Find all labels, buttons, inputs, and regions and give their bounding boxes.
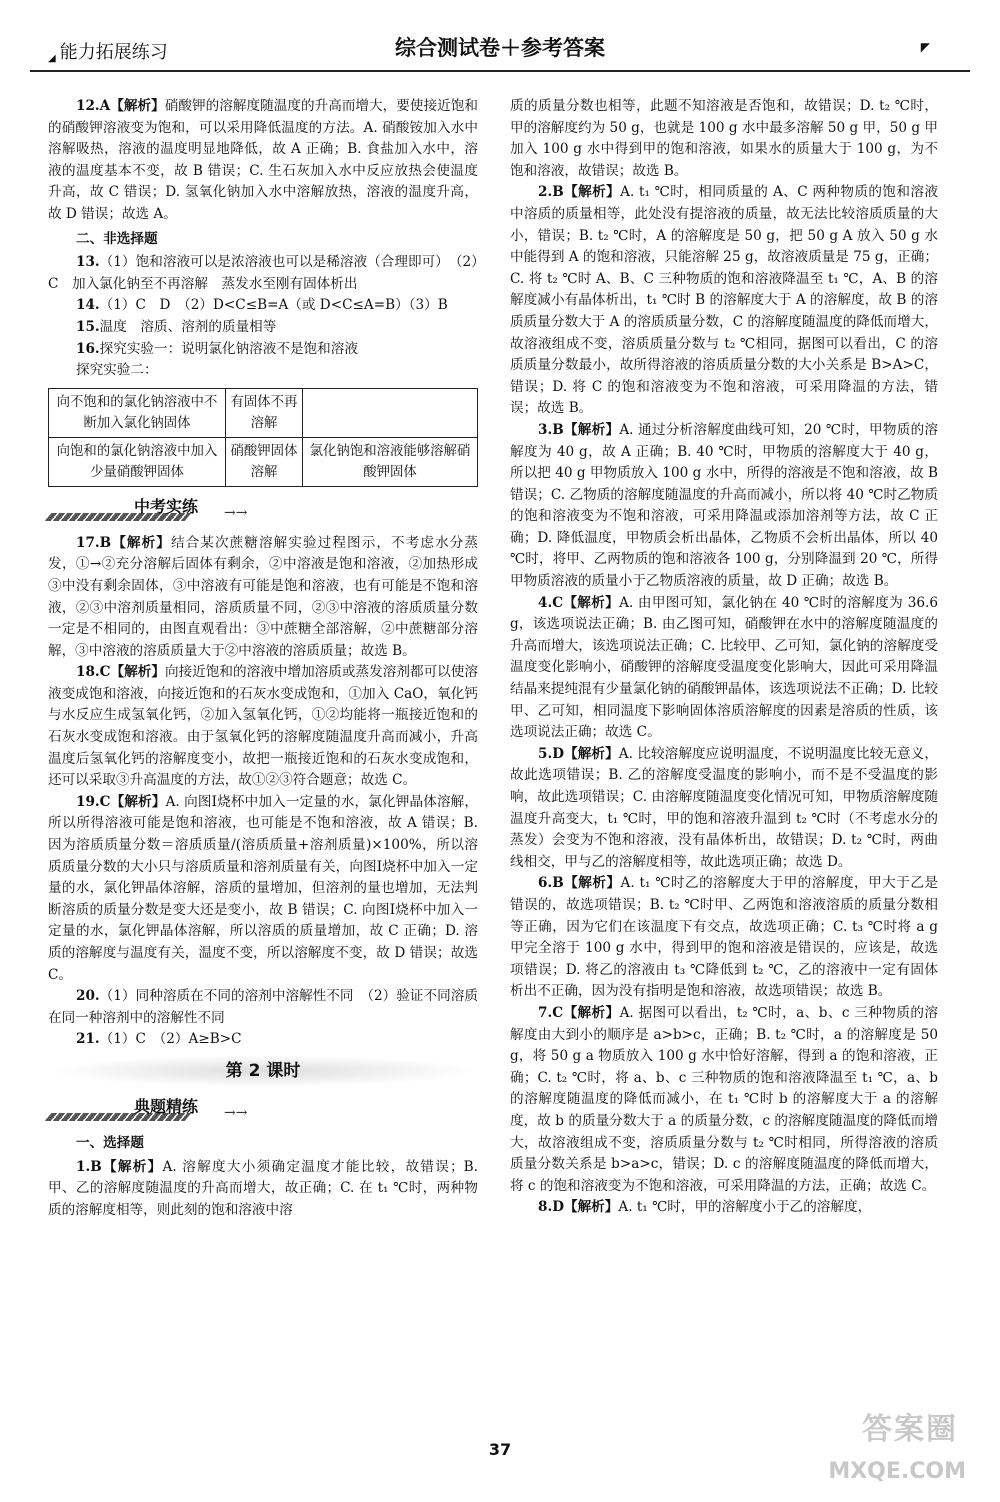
experiment-table (48, 388, 478, 487)
answer-q7: 7.C【解析】A. 据图可以看出，t₂ ℃时，a、b、c 三种物质的溶解度由大到小的顺序是 a>b>c，正确；B. t₂ ℃时，a 的溶解度是 50 g，将 50 g a 物质放入 100 g 水中恰好溶解，得到 a 的饱和溶液，正确；C. t₂ ℃时，将 a、b、c 三种物质的饱和溶液降温至 t₁ ℃，a、b 的溶解度随温度的降低而减小，在 t₁ ℃时 b 的溶解度大于 a 的溶解度，故 b 的质量分数大于 a 的质量分数，c 的溶解度随温度的降低而增大，故溶液组成不变，溶质质量分数与 t₂ ℃时相同，所得溶液的溶质质量分数关系是 b>a>c，错误；D. c 的溶解度随温度的降低而增大，将 c 的饱和溶液变为不饱和溶液，可采用降温的方法，正确；故选 C。 (510, 1004, 939, 1194)
banner-title: 典题精练 (134, 1096, 199, 1116)
section-banner-dianti (48, 1093, 478, 1127)
table-cell: 向饱和的氯化钠溶液中加入少量硝酸钾固体 (49, 437, 226, 486)
watermark (786, 1404, 966, 1484)
answer-q12: 12.A【解析】硝酸钾的溶解度随温度的升高而增大，要使接近饱和的硝酸钾溶液变为饱和，可以采用降低温度的方法。A. 硝酸铵加入水中溶解吸热，溶液的温度明显地降低，故 A 正确；B. 食盐加入水中，溶液的温度基本不变，故 B 错误；C. 生石灰加入水中反应放热会使温度升高，故 C 错误；D. 氢氧化钠加入水中溶解放热，溶液的温度升高，故 D 错误；故选 A。 (48, 98, 478, 222)
header-section-title: 综合测试卷＋参考答案 (395, 36, 605, 60)
answer-q15: 15.温度 溶质、溶剂的质量相等 (76, 318, 277, 335)
answer-q1: 1.B【解析】A. 溶解度大小须确定温度才能比较，故错误；B. 甲、乙的溶解度随温度的升高而增大，故正确；C. 在 t₁ ℃时，两种物质的溶解度相等，则此刻的饱和溶液中溶 (48, 1158, 478, 1218)
table-cell (303, 388, 478, 437)
left-column (48, 96, 478, 1221)
answer-q16-part2: 探究实验二： (76, 362, 158, 379)
lesson-heading: 第 2 课时 (48, 1055, 478, 1087)
answer-q8: 8.D【解析】A. t₁ ℃时，甲的溶解度小于乙的溶解度， (538, 1199, 872, 1216)
table-cell: 向不饱和的氯化钠溶液中不断加入氯化钠固体 (49, 388, 226, 437)
banner-title: 中考实练 (134, 496, 199, 516)
answer-q19: 19.C【解析】A. 向图Ⅰ烧杯中加入一定量的水，氯化钾晶体溶解，所以所得溶液可能是饱和溶液，也可能是不饱和溶液，故 A 错误；B. 因为溶质质量分数＝溶质质量/(溶质质量+溶剂质量)×100%，所以溶质质量分数的大小只与溶质质量和溶剂质量有关，向图Ⅰ烧杯中加入一定量的水，氯化钾晶体溶解，溶质的量增加，但溶剂的量也增加，无法判断溶质的质量分数是变大还是变小，故 B 错误；C. 向图Ⅰ烧杯中加入一定量的水，氯化钾晶体溶解，所以溶质的质量增加，故 C 正确；D. 溶质的溶解度与温度有关，温度不变，所以溶解度不变，故 D 错误；故选 C。 (48, 793, 479, 983)
section-banner-zhongkao (48, 493, 478, 527)
answer-q13: 13.（1）饱和溶液可以是浓溶液也可以是稀溶液（合理即可） （2）C 加入氯化钠至不再溶解 蒸发水至刚有固体析出 (48, 254, 478, 292)
banner-arrow-icon: →→ (224, 504, 248, 521)
answer-q4: 4.C【解析】A. 由甲图可知，氯化钠在 40 ℃时的溶解度为 36.6 g，该选项说法正确；B. 由乙图可知，硝酸钾在水中的溶解度随温度的升高而增大，该选项说法正确；C. 比较甲、乙可知，氯化钠的溶解度受温度变化影响小，硝酸钾的溶解度受温度变化影响大，因此可采用降温结晶来提纯混有少量氯化钠的硝酸钾晶体，该选项说法不正确；D. 比较甲、乙可知，相同温度下影响固体溶质溶解度的因素是溶质的性质，该选项说法正确；故选 C。 (510, 594, 938, 741)
section-heading-nonchoice: 二、非选择题 (76, 230, 158, 247)
table-cell: 有固体不再溶解 (226, 388, 303, 437)
answer-q1-continued: 质的质量分数也相等，此题不知溶液是否饱和，故错误；D. t₂ ℃时，甲的溶解度约为 50 g，也就是 100 g 水中最多溶解 50 g 甲，50 g 甲加入 100 g 水中得到甲的饱和溶液，如果水的质量大于 100 g，为不饱和溶液，故错误；故选 B。 (510, 98, 938, 179)
answer-q21: 21.（1）C （2）A≥B>C (76, 1031, 242, 1048)
watermark-logo: 答案圈 (862, 1412, 958, 1447)
banner-arrow-icon: →→ (224, 1104, 248, 1121)
answer-q5: 5.D【解析】A. 比较溶解度应说明温度，不说明温度比较无意义，故此选项错误；B. 乙的溶解度受温度的影响小，而不是不受温度的影响，故此选项错误；C. 由溶解度随温度变化情况可知，甲物质溶解度随温度升高变大，t₁ ℃时，甲的饱和溶液升温到 t₂ ℃时（不考虑水分的蒸发）会变为不饱和溶液，没有晶体析出，故错误；D. t₂ ℃时，两曲线相交，甲与乙的溶解度相等，故此选项正确；故选 D。 (510, 745, 938, 870)
table-cell: 硝酸钾固体溶解 (226, 437, 303, 486)
header-book-title: ◢ 能力拓展练习 (48, 38, 168, 64)
table-row (49, 388, 478, 437)
answer-q18: 18.C【解析】向接近饱和的溶液中增加溶质或蒸发溶剂都可以使溶液变成饱和溶液，向接近饱和的石灰水变成饱和，①加入 CaO，氧化钙与水反应生成氢氧化钙，②加入氢氧化钙，①②均能将一瓶接近饱和的石灰水变成饱和溶液。由于氢氧化钙的溶解度随温度升高而减小，升高温度后氢氧化钙的溶解度变小，故把一瓶接近饱和的石灰水变成饱和，还可以采取③升高温度的方法，故①②③符合题意；故选 C。 (48, 664, 479, 789)
header-corner-mark: ◤ (920, 40, 930, 54)
page-header (30, 30, 970, 72)
table-cell: 氯化钠饱和溶液能够溶解硝酸钾固体 (303, 437, 478, 486)
answer-q3: 3.B【解析】A. 通过分析溶解度曲线可知，20 ℃时，甲物质的溶解度为 40 g，故 A 正确；B. 40 ℃时，甲物质的溶解度大于 40 g，所以把 40 g 甲物质放入 100 g 水中，所得的溶液是不饱和溶液，故 B 错误；C. 乙物质的溶解度随温度的升高而减小，所以将 40 ℃时乙物质的饱和溶液变为不饱和溶液，可采用降温或添加溶剂等方法，故 C 正确；D. 降低温度，甲物质会析出晶体，乙物质不会析出晶体，所以 40 ℃时，将甲、乙两物质的饱和溶液各 100 g，分别降温到 20 ℃，所得甲物质溶液的质量小于乙物质溶液的质量，故 D 正确；故选 B。 (510, 421, 939, 590)
answer-q6: 6.B【解析】A. t₁ ℃时乙的溶解度大于甲的溶解度，甲大于乙是错误的，故选项错误；B. t₂ ℃时甲、乙两饱和溶液溶质的质量分数相等正确，因为它们在该温度下有交点，故选项正确；C. t₃ ℃时将 a g 甲完全溶于 100 g 水中，得到甲的饱和溶液是错误的，应该是，故选项错误；D. 将乙的溶液由 t₃ ℃降低到 t₂ ℃，乙的溶液中一定有固体析出不正确，因为没有指明是饱和溶液，故选项错误；故选 B。 (510, 875, 938, 1000)
answer-q2: 2.B【解析】A. t₁ ℃时，相同质量的 A、C 两种物质的饱和溶液中溶质的质量相等，此处没有提溶液的质量，故无法比较溶质质量的大小，错误；B. t₂ ℃时，A 的溶解度是 50 g，把 50 g A 放入 50 g 水中能得到 A 的饱和溶液，只能溶解 25 g，故溶液质量是 75 g，正确；C. 将 t₂ ℃时 A、B、C 三种物质的饱和溶液降温至 t₁ ℃，A、B 的溶解度减小有晶体析出，t₁ ℃时 B 的溶解度大于 A 的溶解度，故 B 的溶质质量分数大于 A 的溶质质量分数，C 的溶解度随温度的降低而增大，故溶液组成不变，溶质质量分数与 t₂ ℃相同，据图可以看出，C 的溶质质量分数最小，故所得溶液的溶质质量分数的大小关系是 B>A>C，错误；D. 将 C 的饱和溶液变为不饱和溶液，可采用降温的方法，错误；故选 B。 (510, 184, 939, 417)
right-column (510, 96, 938, 1219)
answer-q16: 16.探究实验一：说明氯化钠溶液不是饱和溶液 (76, 340, 358, 357)
section-heading-choice: 一、选择题 (76, 1134, 144, 1151)
page-number: 37 (488, 1440, 512, 1459)
watermark-url: MXQE.COM (828, 1459, 966, 1484)
table-row (49, 437, 478, 486)
answer-q14: 14.（1）C D （2）D<C≤B=A（或 D<C≤A=B）（3）B (76, 297, 448, 314)
answer-q20: 20.（1）同种溶质在不同的溶剂中溶解性不同 （2）验证不同溶质在同一种溶剂中的溶解性不同 (48, 988, 478, 1026)
answer-q17: 17.B【解析】结合某次蔗糖溶解实验过程图示，不考虑水分蒸发，①→②充分溶解后固体有剩余，②中溶液是饱和溶液，②加热形成③中没有剩余固体，③中溶液有可能是饱和溶液，也有可能是不饱和溶液，②③中溶剂质量相同，溶质质量不同，②③中溶液的溶质质量分数一定是不相同的，由图直观看出：③中蔗糖全部溶解，②中蔗糖部分溶解，③中溶液的溶质质量大于②中溶液的溶质质量；故选 B。 (48, 534, 479, 659)
